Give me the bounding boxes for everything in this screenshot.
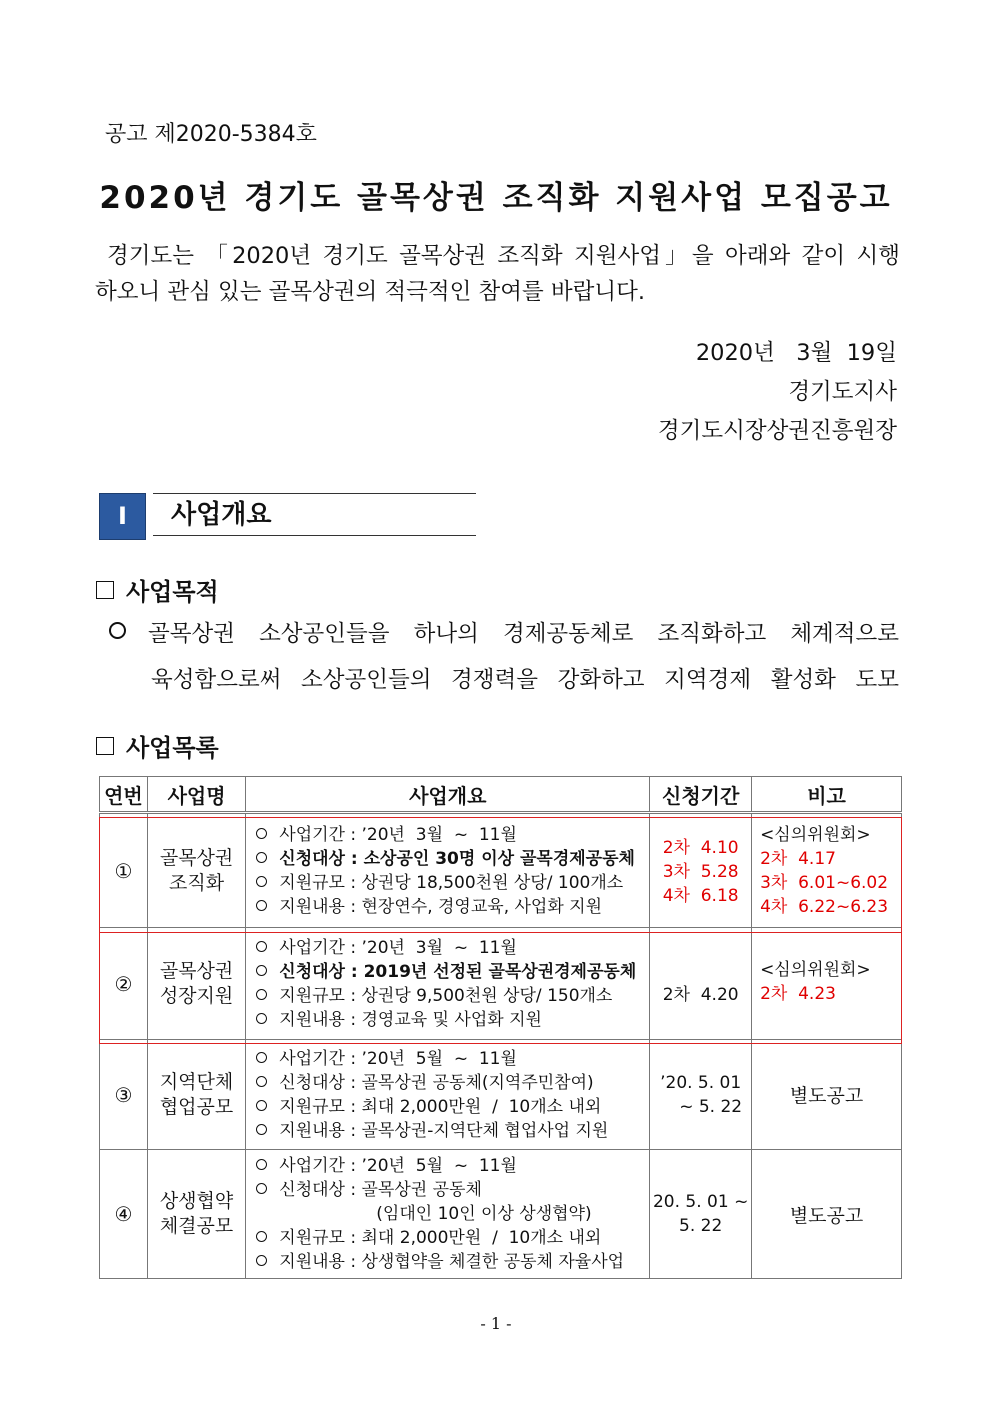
circle-bullet-icon [256,1124,267,1135]
table-header-row [100,777,902,813]
circle-bullet-icon [256,1052,267,1063]
row-number: ① [100,813,148,928]
remark: 별도공고 [752,1040,902,1150]
overview-line: 지원규모 : 최대 2,000만원 / 10개소 내외 [279,1228,602,1248]
period-line: 5. 22 [679,1216,723,1236]
remark [752,928,902,1040]
period-line: 2차 4.20 [662,985,739,1005]
circle-bullet-icon [256,876,267,887]
project-name-line: 조직화 [169,871,225,894]
circle-bullet-icon [256,1255,267,1266]
purpose-line-2: 육성함으로써 소상공인들의 경쟁력을 강화하고 지역경제 활성화 도모 [151,667,899,693]
period-line: ~ 5. 22 [679,1096,743,1117]
application-period [650,813,752,928]
purpose-heading [96,572,219,607]
circle-bullet-icon [109,622,126,639]
project-name-line: 체결공모 [159,1215,234,1237]
remark [752,813,902,928]
circle-bullet-icon [256,1100,267,1111]
period-line: ’20. 5. 01 [660,1072,742,1093]
circle-bullet-icon [256,852,267,863]
circle-bullet-icon [256,900,267,911]
circle-bullet-icon [256,1159,267,1170]
page-title: 2020년 경기도 골목상권 조직화 지원사업 모집공고 [99,180,893,216]
circle-bullet-icon [256,989,267,1000]
remark-line: 2차 4.17 [760,848,836,869]
remark: 별도공고 [752,1150,902,1279]
period-line: 2차 4.10 [662,838,739,858]
table-row [100,813,902,928]
circle-bullet-icon [256,965,267,976]
checkbox-square-icon [96,581,114,599]
overview-line: 신청대상 : 소상공인 30명 이상 골목경제공동체 [279,848,635,869]
overview-line: 지원내용 : 경영교육 및 사업화 지원 [279,1009,542,1030]
purpose-heading-text: 사업목적 [126,578,219,606]
col-header-remark: 비고 [752,777,902,813]
overview-line: 지원내용 : 상생협약을 체결한 공동체 자율사업 [279,1252,625,1272]
overview-line: 지원내용 : 현장연수, 경영교육, 사업화 지원 [279,896,603,917]
intro-line-1: 경기도는 「2020년 경기도 골목상권 조직화 지원사업」을 아래와 같이 시행 [107,243,900,269]
circle-bullet-icon [256,941,267,952]
overview-line: 사업기간 : ’20년 5월 ~ 11월 [279,1048,517,1069]
row-number: ② [100,928,148,1040]
project-name [147,813,245,928]
section-title: 사업개요 [153,493,476,536]
project-name-line: 협업공모 [159,1095,234,1118]
period-line: 4차 6.18 [662,886,739,906]
overview-line: 신청대상 : 골목상권 공동체(지역주민참여) [279,1072,594,1093]
checkbox-square-icon [96,737,114,755]
remark-line: 3차 6.01~6.02 [760,872,889,893]
notice-number: 공고 제2020-5384호 [105,122,317,147]
period-line: 20. 5. 01 ~ [652,1192,749,1212]
purpose-line-1-text: 골목상권 소상공인들을 하나의 경제공동체로 조직화하고 체계적으로 [148,621,899,647]
col-header-period: 신청기간 [650,777,752,813]
col-header-name: 사업명 [147,777,245,813]
purpose-bullet [109,611,899,703]
circle-bullet-icon [256,1231,267,1242]
overview-line: 지원규모 : 최대 2,000만원 / 10개소 내외 [279,1096,602,1117]
overview-line: (임대인 10인 이상 상생협약) [376,1204,592,1224]
signature-block [658,334,897,451]
overview-line: 지원규모 : 상권당 9,500천원 상당/ 150개소 [279,985,613,1006]
project-table [99,776,902,1279]
purpose-line-1 [109,611,899,657]
remark-line: 2차 4.23 [760,984,836,1004]
col-header-overview: 사업개요 [246,777,650,813]
signer-agency: 경기도시장상권진흥원장 [657,418,897,444]
project-name [147,1040,245,1150]
project-name [147,928,245,1040]
col-header-num: 연번 [100,777,148,813]
project-name [147,1150,245,1279]
overview-line: 신청대상 : 2019년 선정된 골목상권경제공동체 [279,961,637,982]
announce-date: 2020년 3월 19일 [695,340,897,366]
list-heading-text: 사업목록 [126,734,219,762]
section-number: Ⅰ [99,493,146,540]
circle-bullet-icon [256,828,267,839]
overview-line: 신청대상 : 골목상권 공동체 [279,1180,482,1200]
remark-line: <심의위원회> [760,960,871,980]
application-period [650,1040,752,1150]
table-row [100,1150,902,1279]
project-name-line: 상생협약 [159,1190,234,1212]
project-name-line: 성장지원 [159,984,234,1007]
application-period [650,1150,752,1279]
circle-bullet-icon [256,1013,267,1024]
application-period [650,928,752,1040]
row-number: ③ [100,1040,148,1150]
project-overview [246,928,650,1040]
table-row [100,1040,902,1150]
project-overview [246,813,650,928]
project-overview [246,1150,650,1279]
circle-bullet-icon [256,1076,267,1087]
overview-line: 사업기간 : ’20년 5월 ~ 11월 [279,1156,517,1176]
row-number: ④ [100,1150,148,1279]
circle-bullet-icon [256,1183,267,1194]
list-heading [96,728,219,763]
period-line: 3차 5.28 [662,862,739,882]
signer-governor: 경기도지사 [788,379,897,405]
page-number: - 1 - [480,1314,512,1333]
intro-line-2: 하오니 관심 있는 골목상권의 적극적인 참여를 바랍니다. [95,279,645,305]
overview-line: 사업기간 : ’20년 3월 ~ 11월 [279,937,517,958]
overview-line: 지원규모 : 상권당 18,500천원 상당/ 100개소 [279,872,624,893]
project-name-line: 지역단체 [159,1070,234,1093]
overview-line: 지원내용 : 골목상권-지역단체 협업사업 지원 [279,1120,609,1141]
overview-line: 사업기간 : ’20년 3월 ~ 11월 [279,824,517,845]
intro-paragraph [95,238,900,310]
highlight-divider [99,932,902,933]
remark-line: <심의위원회> [760,824,871,845]
project-overview [246,1040,650,1150]
remark-line: 4차 6.22~6.23 [760,896,889,917]
table-row [100,928,902,1040]
project-name-line: 골목상권 [159,846,234,869]
project-name-line: 골목상권 [159,959,234,982]
